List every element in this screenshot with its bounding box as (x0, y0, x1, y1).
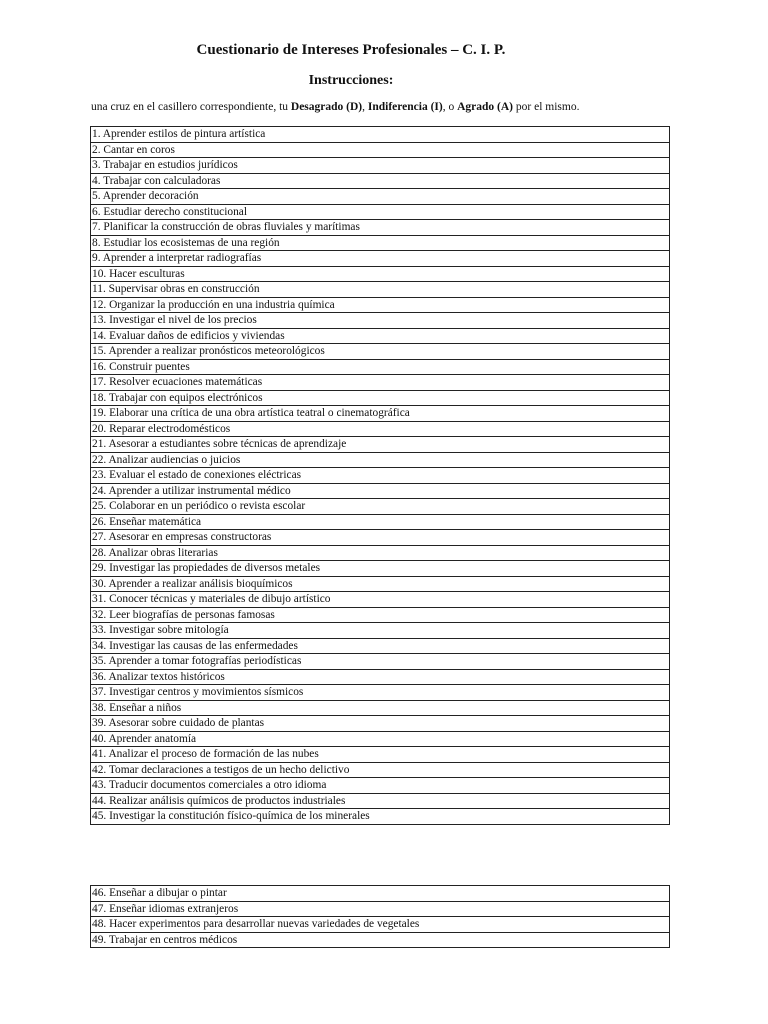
table-row (91, 809, 670, 825)
questionnaire-item: 35. Aprender a tomar fotografías periodísticas (91, 654, 670, 670)
table-row (91, 793, 670, 809)
questionnaire-table-1 (90, 126, 670, 825)
table-row (91, 778, 670, 794)
questionnaire-item: 25. Colaborar en un periódico o revista escolar (91, 499, 670, 515)
questionnaire-item: 14. Evaluar daños de edificios y viviendas (91, 328, 670, 344)
questionnaire-item: 44. Realizar análisis químicos de productos industriales (91, 793, 670, 809)
table-row (91, 297, 670, 313)
questionnaire-item: 21. Asesorar a estudiantes sobre técnicas de aprendizaje (91, 437, 670, 453)
table-row (91, 251, 670, 267)
table-row (91, 731, 670, 747)
table-row (91, 607, 670, 623)
instructions-heading: Instrucciones: (308, 73, 394, 88)
questionnaire-item: 26. Enseñar matemática (91, 514, 670, 530)
table-row (91, 576, 670, 592)
table-row (91, 623, 670, 639)
table-row (91, 452, 670, 468)
questionnaire-item: 43. Traducir documentos comerciales a otro idioma (91, 778, 670, 794)
questionnaire-item: 33. Investigar sobre mitología (91, 623, 670, 639)
instructions-text (91, 101, 731, 113)
table-row (91, 158, 670, 174)
questionnaire-item: 42. Tomar declaraciones a testigos de un hecho delictivo (91, 762, 670, 778)
questionnaire-item: 27. Asesorar en empresas constructoras (91, 530, 670, 546)
table-row (91, 716, 670, 732)
questionnaire-item: 5. Aprender decoración (91, 189, 670, 205)
table-row (91, 220, 670, 236)
questionnaire-item: 1. Aprender estilos de pintura artística (91, 127, 670, 143)
questionnaire-item: 8. Estudiar los ecosistemas de una región (91, 235, 670, 251)
questionnaire-item: 32. Leer biografías de personas famosas (91, 607, 670, 623)
table-row (91, 886, 670, 902)
questionnaire-table-2-body (91, 886, 670, 948)
instructions-part-1: una cruz en el casillero correspondiente, tu (91, 101, 291, 113)
table-row (91, 685, 670, 701)
questionnaire-item: 11. Supervisar obras en construcción (91, 282, 670, 298)
table-row (91, 545, 670, 561)
questionnaire-item: 39. Asesorar sobre cuidado de plantas (91, 716, 670, 732)
questionnaire-table-1-body (91, 127, 670, 825)
table-row (91, 483, 670, 499)
questionnaire-item: 45. Investigar la constitución físico-química de los minerales (91, 809, 670, 825)
questionnaire-item: 47. Enseñar idiomas extranjeros (91, 901, 670, 917)
table-row (91, 530, 670, 546)
questionnaire-item: 29. Investigar las propiedades de diversos metales (91, 561, 670, 577)
table-row (91, 561, 670, 577)
table-row (91, 235, 670, 251)
table-row (91, 514, 670, 530)
questionnaire-item: 38. Enseñar a niños (91, 700, 670, 716)
table-row (91, 421, 670, 437)
table-row (91, 204, 670, 220)
questionnaire-item: 17. Resolver ecuaciones matemáticas (91, 375, 670, 391)
questionnaire-item: 18. Trabajar con equipos electrónicos (91, 390, 670, 406)
table-row (91, 142, 670, 158)
questionnaire-item: 16. Construir puentes (91, 359, 670, 375)
table-row (91, 437, 670, 453)
questionnaire-item: 49. Trabajar en centros médicos (91, 932, 670, 948)
questionnaire-item: 30. Aprender a realizar análisis bioquímicos (91, 576, 670, 592)
instructions-separator-2: , o (442, 101, 458, 113)
table-row (91, 700, 670, 716)
table-row (91, 747, 670, 763)
table-row (91, 266, 670, 282)
questionnaire-item: 7. Planificar la construcción de obras fluviales y marítimas (91, 220, 670, 236)
questionnaire-item: 28. Analizar obras literarias (91, 545, 670, 561)
option-disagree: Desagrado (D) (290, 101, 363, 113)
questionnaire-item: 12. Organizar la producción en una industria química (91, 297, 670, 313)
table-row (91, 654, 670, 670)
questionnaire-item: 36. Analizar textos históricos (91, 669, 670, 685)
table-row (91, 762, 670, 778)
table-row (91, 932, 670, 948)
questionnaire-item: 34. Investigar las causas de las enfermedades (91, 638, 670, 654)
table-row (91, 390, 670, 406)
questionnaire-item: 6. Estudiar derecho constitucional (91, 204, 670, 220)
table-row (91, 592, 670, 608)
questionnaire-item: 37. Investigar centros y movimientos sísmicos (91, 685, 670, 701)
instructions-separator-1: , (362, 101, 368, 113)
table-row (91, 917, 670, 933)
table-row (91, 127, 670, 143)
questionnaire-item: 4. Trabajar con calculadoras (91, 173, 670, 189)
table-row (91, 375, 670, 391)
table-row (91, 901, 670, 917)
table-row (91, 638, 670, 654)
questionnaire-item: 41. Analizar el proceso de formación de las nubes (91, 747, 670, 763)
questionnaire-item: 23. Evaluar el estado de conexiones eléctricas (91, 468, 670, 484)
table-row (91, 499, 670, 515)
table-row (91, 406, 670, 422)
questionnaire-item: 20. Reparar electrodomésticos (91, 421, 670, 437)
questionnaire-item: 9. Aprender a interpretar radiografías (91, 251, 670, 267)
questionnaire-item: 31. Conocer técnicas y materiales de dibujo artístico (91, 592, 670, 608)
document-title: Cuestionario de Intereses Profesionales – C. I. P. (196, 42, 506, 58)
questionnaire-item: 22. Analizar audiencias o juicios (91, 452, 670, 468)
questionnaire-item: 46. Enseñar a dibujar o pintar (91, 886, 670, 902)
table-row (91, 328, 670, 344)
questionnaire-item: 40. Aprender anatomía (91, 731, 670, 747)
table-row (91, 313, 670, 329)
questionnaire-item: 24. Aprender a utilizar instrumental médico (91, 483, 670, 499)
table-row (91, 669, 670, 685)
table-row (91, 282, 670, 298)
table-row (91, 173, 670, 189)
questionnaire-item: 15. Aprender a realizar pronósticos meteorológicos (91, 344, 670, 360)
option-agree: Agrado (A) (457, 101, 514, 113)
questionnaire-item: 13. Investigar el nivel de los precios (91, 313, 670, 329)
questionnaire-item: 48. Hacer experimentos para desarrollar nuevas variedades de vegetales (91, 917, 670, 933)
option-indifference: Indiferencia (I) (367, 101, 443, 113)
questionnaire-item: 3. Trabajar en estudios jurídicos (91, 158, 670, 174)
table-row (91, 359, 670, 375)
table-row (91, 468, 670, 484)
instructions-part-2: por el mismo. (513, 101, 580, 113)
table-row (91, 189, 670, 205)
questionnaire-table-2 (90, 885, 670, 948)
questionnaire-item: 10. Hacer esculturas (91, 266, 670, 282)
table-row (91, 344, 670, 360)
questionnaire-item: 19. Elaborar una crítica de una obra artística teatral o cinematográfica (91, 406, 670, 422)
questionnaire-item: 2. Cantar en coros (91, 142, 670, 158)
